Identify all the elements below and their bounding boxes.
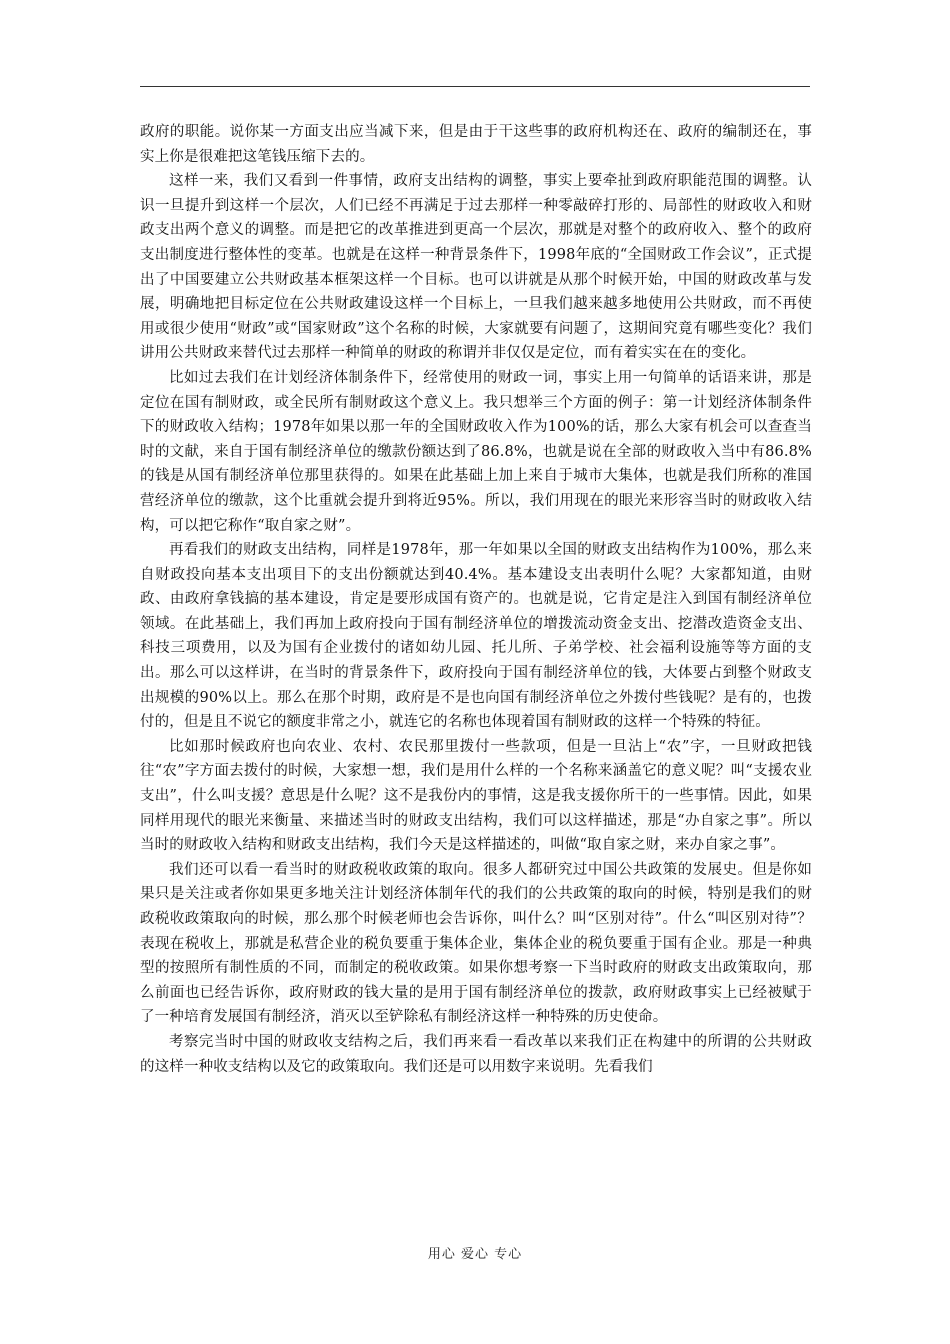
paragraph: 比如那时候政府也向农业、农村、农民那里拨付一些款项，但是一旦沾上“农”字，一旦财政把钱往“农”字方面去拨付的时候，大家想一想，我们是用什么样的一个名称来涵盖它的意义呢？叫“支援农业支出”，什么叫支援？意思是什么呢？这不是我份内的事情，这是我支援你所干的一些事情。因此，如果同样用现代的眼光来衡量、来描述当时的财政支出结构，我们可以这样描述，那是“办自家之事”。所以当时的财政收入结构和财政支出结构，我们今天是这样描述的，叫做“取自家之财，来办自家之事”。 [140,738,812,854]
paragraph: 比如过去我们在计划经济体制条件下，经常使用的财政一词，事实上用一句简单的话语来讲，那是定位在国有制财政，或全民所有制财政这个意义上。我只想举三个方面的例子：第一计划经济体制条件下的财政收入结构；1978年如果以那一年的全国财政收入作为100%的话，那么大家有机会可以查查当时的文献，来自于国有制经济单位的缴款份额达到了86.8%，也就是说在全部的财政收入当中有86.8%的钱是从国有制经济单位那里获得的。如果在此基础上加上来自于城市大集体，也就是我们所称的准国营经济单位的缴款，这个比重就会提升到将近95%。所以，我们用现在的眼光来形容当时的财政收入结构，可以把它称作“取自家之财”。 [140,369,812,534]
paragraph: 这样一来，我们又看到一件事情，政府支出结构的调整，事实上要牵扯到政府职能范围的调整。认识一旦提升到这样一个层次，人们已经不再满足于过去那样一种零敲碎打形的、局部性的财政收入和财政支出两个意义的调整。而是把它的改革推进到更高一个层次，那就是对整个的政府收入、整个的政府支出制度进行整体性的变革。也就是在这样一种背景条件下，1998年底的“全国财政工作会议”，正式提出了中国要建立公共财政基本框架这样一个目标。也可以讲就是从那个时候开始，中国的财政改革与发展，明确地把目标定位在公共财政建设这样一个目标上，一旦我们越来越多地使用公共财政，而不再使用或很少使用“财政”或“国家财政”这个名称的时候，大家就要有问题了，这期间究竟有哪些变化？我们讲用公共财政来替代过去那样一种简单的财政的称谓并非仅仅是定位，而有着实实在在的变化。 [140,173,812,362]
header-rule [140,86,810,87]
document-body [140,120,812,1079]
page-footer: 用心 爱心 专心 [427,1247,523,1262]
paragraph: 再看我们的财政支出结构，同样是1978年，那一年如果以全国的财政支出结构作为100%，那么来自财政投向基本支出项目下的支出份额就达到40.4%。基本建设支出表明什么呢？大家都知道，由财政、由政府拿钱搞的基本建设，肯定是要形成国有资产的。也就是说，它肯定是注入到国有制经济单位领域。在此基础上，我们再加上政府投向于国有制经济单位的增拨流动资金支出、挖潜改造资金支出、科技三项费用，以及为国有企业拨付的诸如幼儿园、托儿所、子弟学校、社会福利设施等等方面的支出。那么可以这样讲，在当时的背景条件下，政府投向于国有制经济单位的钱，大体要占到整个财政支出规模的90%以上。那么在那个时期，政府是不是也向国有制经济单位之外拨付些钱呢？是有的，也拨付的，但是且不说它的额度非常之小，就连它的名称也体现着国有制财政的这样一个特殊的特征。 [140,542,812,731]
paragraph-continued: 政府的职能。说你某一方面支出应当减下来，但是由于干这些事的政府机构还在、政府的编制还在，事实上你是很难把这笔钱压缩下去的。 [140,124,812,165]
paragraph: 考察完当时中国的财政收支结构之后，我们再来看一看改革以来我们正在构建中的所谓的公共财政的这样一种收支结构以及它的政策取向。我们还是可以用数字来说明。先看我们 [140,1033,812,1075]
paragraph: 我们还可以看一看当时的财政税收政策的取向。很多人都研究过中国公共政策的发展史。但是你如果只是关注或者你如果更多地关注计划经济体制年代的我们的公共政策的取向的时候，特别是我们的财政税收政策取向的时候，那么那个时候老师也会告诉你，叫什么？叫“区别对待”。什么“叫区别对待”？表现在税收上，那就是私营企业的税负要重于集体企业，集体企业的税负要重于国有企业。那是一种典型的按照所有制性质的不同，而制定的税收政策。如果你想考察一下当时政府的财政支出政策取向，那么前面也已经告诉你，政府财政的钱大量的是用于国有制经济单位的拨款，政府财政事实上已经被赋于了一种培育发展国有制经济，消灭以至铲除私有制经济这样一种特殊的历史使命。 [140,861,812,1026]
